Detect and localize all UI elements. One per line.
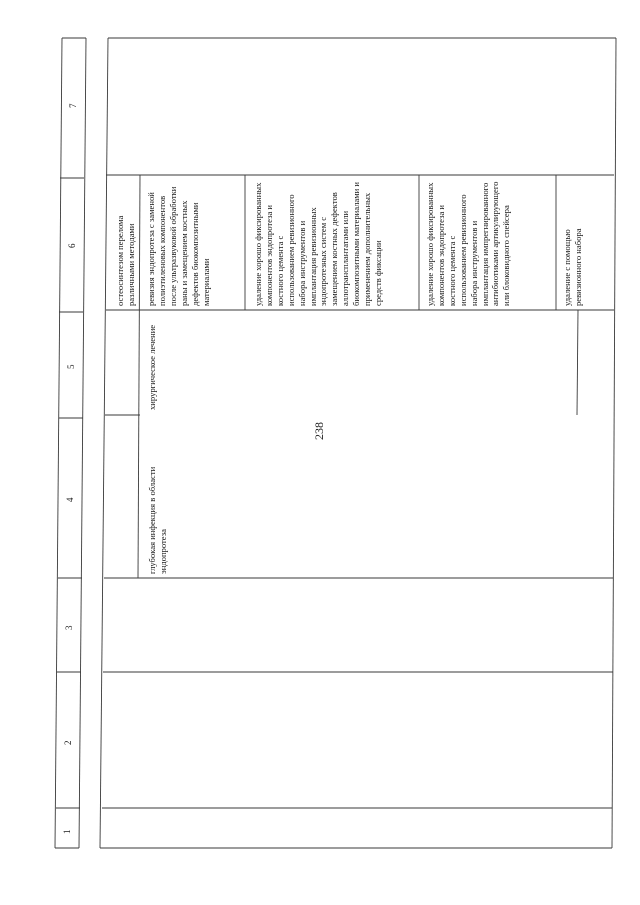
cell-r2-col6: ревизия эндопротеза с заменой полиэтиленовых компонентов после ультразвуковой обработки раны и замещением костных дефектов биокомпозитными материалами [146,186,211,306]
header-right-border [79,38,86,848]
header-col-2: 2 [63,740,73,745]
cell-r5-col6: удаление с помощью ревизионного набора [562,228,583,306]
cell-r2-col5: хирургическое лечение [147,324,157,410]
body-right-border [612,38,616,848]
header-col-1: 1 [62,829,72,834]
header-col-3: 3 [64,625,74,630]
header-col-6: 6 [67,243,77,248]
body-left-border [100,38,108,848]
cell-r4-col6: удаление хорошо фиксированных компонентов эндопротеза и костного цемента с использованием ревизионного набора инструментов и имплантация импрегнированного антибиотиками артикулирующего или блоковидного спейсера [425,181,512,306]
cell-r3-col6: удаление хорошо фиксированных компонентов эндопротеза и костного цемента с использованием ревизионного набора инструментов и имплантация ревизионных эндопротезных систем с замещением костных дефектов аллотрансплантатами или биокомпозитными материалами и применением дополнительных средств фиксации [253,182,383,306]
header-col-7: 7 [68,103,78,108]
row-separator-1 [138,175,140,578]
header-col-4: 4 [65,497,75,502]
cell-r1-col6: остеосинтезом перелома различными методами [115,215,136,306]
cell-r2-col4: глубокая инфекция в области эндопротеза [147,466,168,574]
page-number: 238 [312,422,326,440]
header-left-border [55,38,62,848]
header-col-5: 5 [66,364,76,369]
